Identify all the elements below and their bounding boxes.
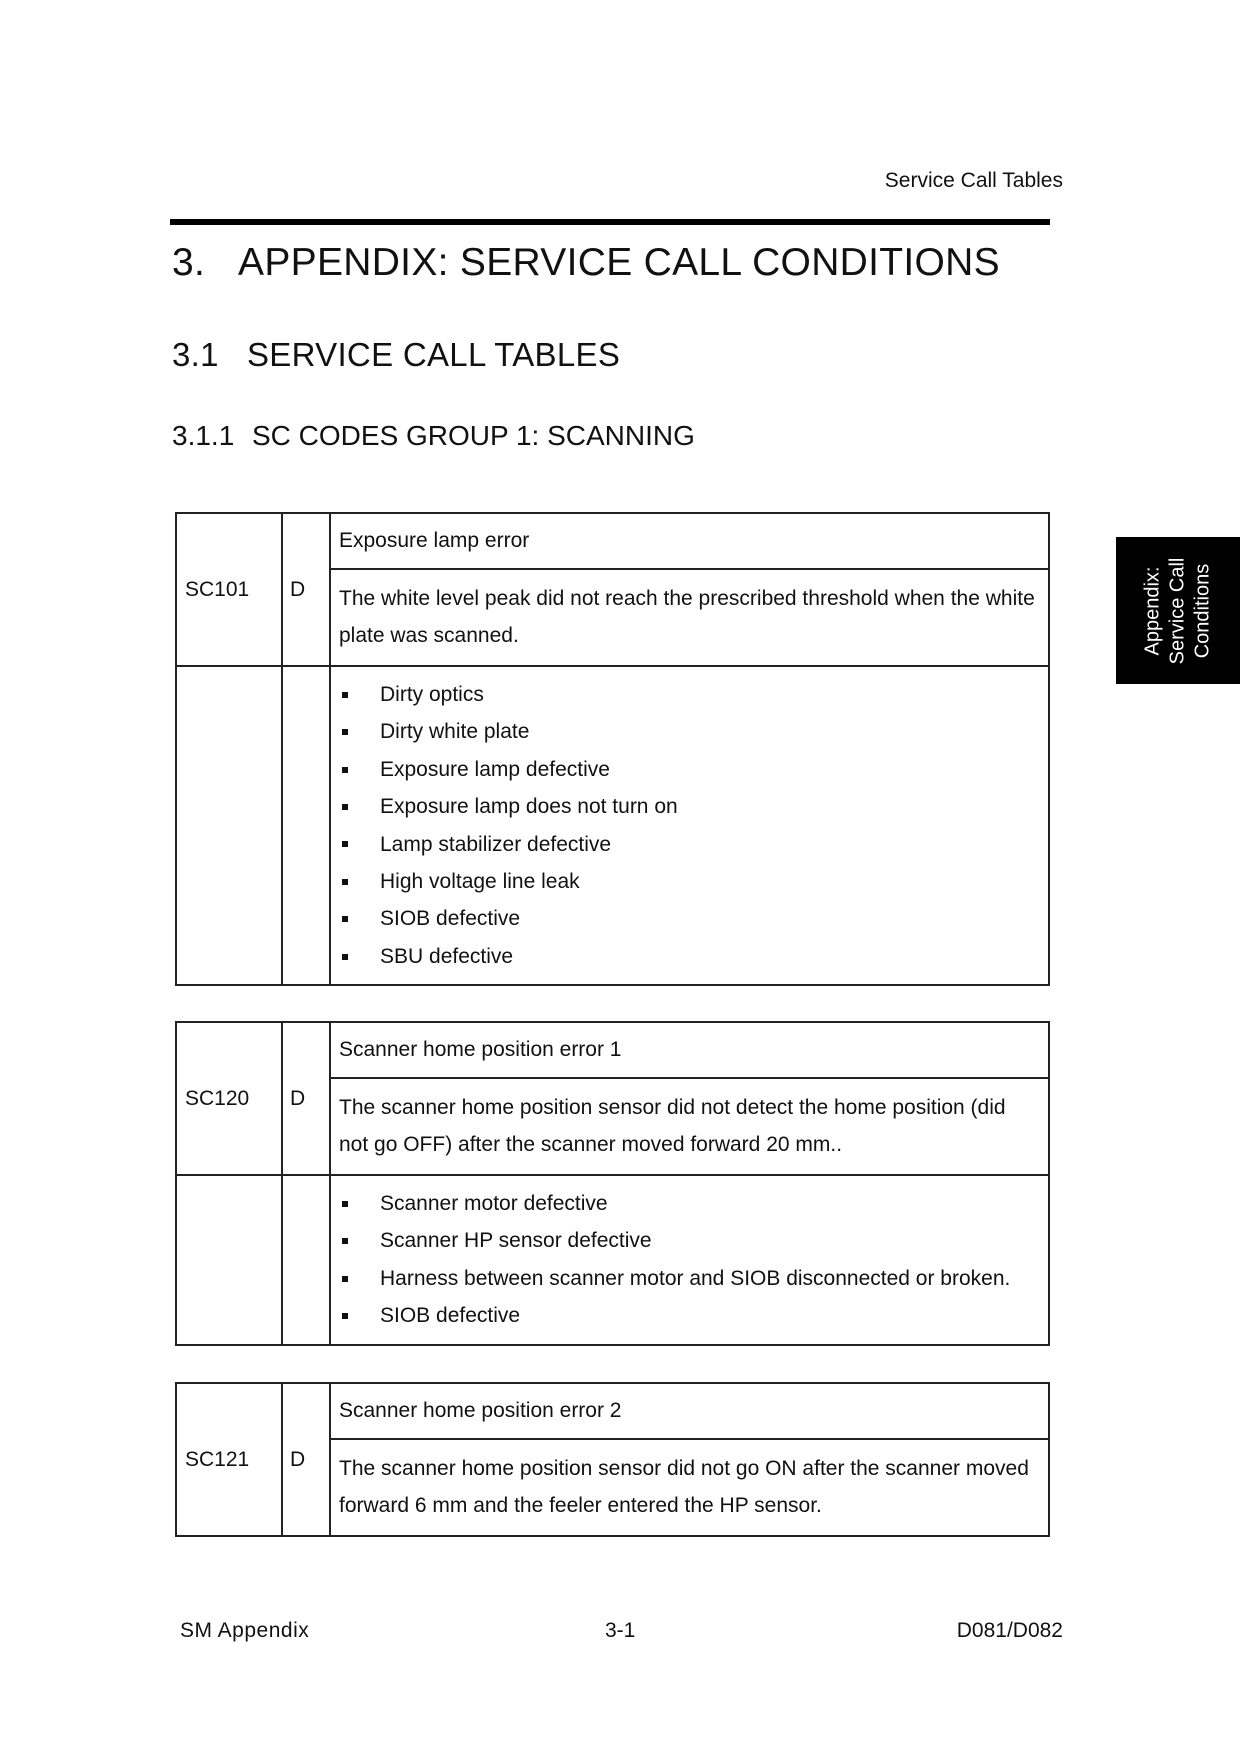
sc-title: Exposure lamp error: [331, 514, 1048, 570]
bullet-icon: [342, 804, 348, 810]
side-tab-line-3: Conditions: [1191, 563, 1214, 658]
side-tab-label: [1141, 557, 1216, 664]
cause-item: Harness between scanner motor and SIOB disconnected or broken.: [339, 1260, 1040, 1297]
sc-type: D: [283, 514, 331, 665]
bullet-icon: [342, 1313, 348, 1319]
sc-title: Scanner home position error 1: [331, 1023, 1048, 1079]
cause-item: Lamp stabilizer defective: [339, 826, 1040, 863]
bullet-icon: [342, 692, 348, 698]
cause-list: [331, 1176, 1048, 1343]
bullet-icon: [342, 1201, 348, 1207]
section-number: 3.1: [172, 336, 219, 373]
cause-item: Exposure lamp defective: [339, 751, 1040, 788]
chapter-side-tab: [1116, 537, 1240, 684]
sc-table-sc101: [175, 512, 1050, 986]
sc-header-row: [177, 1384, 1048, 1535]
sc-description-cell: [331, 1384, 1048, 1535]
cause-item: Scanner motor defective: [339, 1185, 1040, 1222]
running-header: Service Call Tables: [884, 169, 1063, 192]
section-title: SERVICE CALL TABLES: [247, 336, 621, 373]
sc-type-empty: [283, 667, 331, 984]
sc-table-sc121: [175, 1382, 1050, 1537]
chapter-heading: [172, 240, 1000, 286]
cause-item: Exposure lamp does not turn on: [339, 788, 1040, 825]
sc-title: Scanner home position error 2: [331, 1384, 1048, 1440]
bullet-icon: [342, 729, 348, 735]
cause-item: SBU defective: [339, 938, 1040, 975]
bullet-icon: [342, 954, 348, 960]
sc-table-sc120: [175, 1021, 1050, 1346]
footer-page-number: 3-1: [605, 1619, 636, 1642]
subsection-title: SC CODES GROUP 1: SCANNING: [252, 420, 695, 451]
bullet-icon: [342, 767, 348, 773]
bullet-icon: [342, 916, 348, 922]
footer-manual-name: SM Appendix: [180, 1619, 310, 1642]
sc-description-cell: [331, 514, 1048, 665]
sc-description-cell: [331, 1023, 1048, 1174]
sc-code-empty: [177, 1176, 283, 1344]
cause-item: SIOB defective: [339, 900, 1040, 937]
sc-header-row: [177, 514, 1048, 665]
cause-item: High voltage line leak: [339, 863, 1040, 900]
cause-list: [331, 667, 1048, 983]
sc-causes-cell: [331, 667, 1048, 984]
sc-header-row: [177, 1023, 1048, 1174]
bullet-icon: [342, 841, 348, 847]
side-tab-line-2: Service Call: [1166, 557, 1189, 664]
chapter-title: APPENDIX: SERVICE CALL CONDITIONS: [238, 241, 1000, 284]
bullet-icon: [342, 1238, 348, 1244]
bullet-icon: [342, 879, 348, 885]
sc-causes-row: [177, 1174, 1048, 1344]
sc-type: D: [283, 1384, 331, 1535]
sc-description: The scanner home position sensor did not detect the home position (did not go OFF) after the scanner moved forward 20 mm..: [339, 1096, 1006, 1156]
sc-causes-cell: [331, 1176, 1048, 1344]
cause-item: Scanner HP sensor defective: [339, 1222, 1040, 1259]
sc-type-empty: [283, 1176, 331, 1344]
cause-item: Dirty white plate: [339, 713, 1040, 750]
sc-causes-row: [177, 665, 1048, 984]
sc-description: The white level peak did not reach the prescribed threshold when the white plate was scanned.: [339, 587, 1035, 647]
section-heading: [172, 335, 620, 375]
header-rule: [170, 219, 1050, 225]
sc-code: SC120: [177, 1023, 283, 1174]
sc-code: SC121: [177, 1384, 283, 1535]
sc-type: D: [283, 1023, 331, 1174]
cause-item: SIOB defective: [339, 1297, 1040, 1334]
sc-description: The scanner home position sensor did not go ON after the scanner moved forward 6 mm and the feeler entered the HP sensor.: [339, 1457, 1029, 1517]
sc-code: SC101: [177, 514, 283, 665]
footer-model-code: D081/D082: [956, 1619, 1063, 1642]
bullet-icon: [342, 1276, 348, 1282]
subsection-number: 3.1.1: [172, 420, 235, 451]
sc-code-empty: [177, 667, 283, 984]
side-tab-line-1: Appendix:: [1141, 566, 1164, 655]
subsection-heading: [172, 419, 695, 453]
cause-item: Dirty optics: [339, 676, 1040, 713]
chapter-number: 3.: [172, 241, 206, 284]
